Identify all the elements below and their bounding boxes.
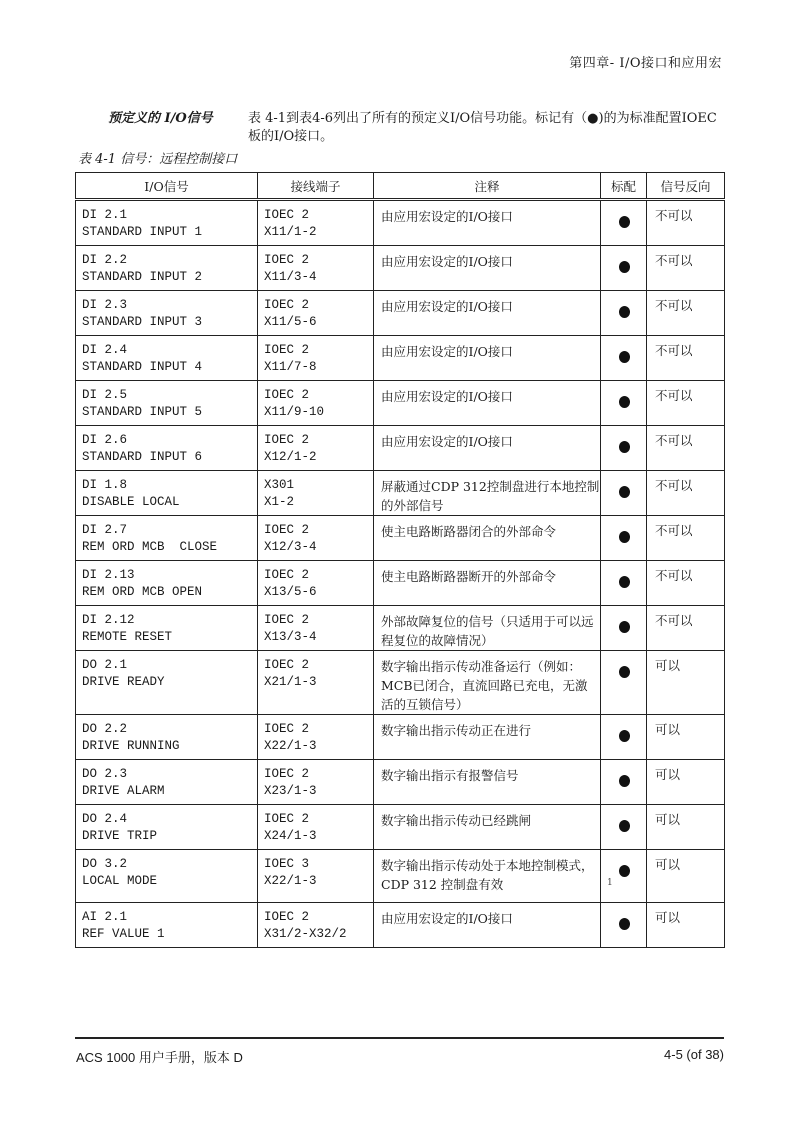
board-name: X301	[264, 478, 295, 492]
table-row	[76, 561, 725, 606]
cell-invertible	[647, 606, 725, 651]
cell-note	[374, 336, 601, 381]
table-row	[76, 606, 725, 651]
invertible-text: 可以	[655, 857, 681, 872]
invertible-text: 不可以	[655, 343, 693, 358]
table-row	[76, 381, 725, 426]
cell-invertible	[647, 903, 725, 948]
cell-standard	[601, 715, 647, 760]
terminal-id: X1-2	[264, 495, 295, 509]
table-row	[76, 805, 725, 850]
cell-signal	[76, 381, 258, 426]
cell-invertible	[647, 805, 725, 850]
cell-note	[374, 715, 601, 760]
standard-bullet-icon	[619, 351, 630, 363]
cell-signal	[76, 291, 258, 336]
table-row	[76, 516, 725, 561]
cell-invertible	[647, 200, 725, 246]
signal-name: STANDARD INPUT 6	[82, 450, 203, 464]
signal-id: DO 3.2	[82, 857, 128, 871]
signal-id: DI 2.7	[82, 523, 128, 537]
table-row	[76, 715, 725, 760]
cell-invertible	[647, 426, 725, 471]
standard-bullet-icon	[619, 621, 630, 633]
standard-bullet-icon	[619, 396, 630, 408]
standard-bullet-icon	[619, 775, 630, 787]
invertible-text: 不可以	[655, 523, 693, 538]
cell-standard	[601, 606, 647, 651]
cell-terminal	[258, 805, 374, 850]
note-text: 数字输出指示传动准备运行（例如：MCB已闭合，直流回路已充电，无激活的互锁信号）	[381, 659, 588, 712]
signal-name: DRIVE RUNNING	[82, 739, 180, 753]
cell-signal	[76, 516, 258, 561]
cell-note	[374, 805, 601, 850]
board-name: IOEC 3	[264, 857, 310, 871]
invertible-text: 不可以	[655, 478, 693, 493]
standard-bullet-icon	[619, 918, 630, 930]
intro-lead: 预定义的 I/O信号	[108, 111, 213, 126]
cell-note	[374, 516, 601, 561]
note-text: 由应用宏设定的I/O接口	[381, 299, 513, 314]
io-signal-table	[75, 172, 725, 948]
cell-note	[374, 606, 601, 651]
table-row	[76, 850, 725, 903]
signal-id: DI 2.5	[82, 388, 128, 402]
standard-bullet-icon	[619, 306, 630, 318]
terminal-id: X23/1-3	[264, 784, 317, 798]
table-row	[76, 651, 725, 715]
cell-signal	[76, 760, 258, 805]
signal-id: DO 2.3	[82, 767, 128, 781]
signal-id: DI 1.8	[82, 478, 128, 492]
column-header-signal: I/O信号	[76, 173, 258, 200]
standard-bullet-icon	[619, 666, 630, 678]
signal-name: REM ORD MCB CLOSE	[82, 540, 218, 554]
standard-bullet-icon	[619, 441, 630, 453]
cell-invertible	[647, 850, 725, 903]
signal-id: DI 2.12	[82, 613, 135, 627]
cell-terminal	[258, 381, 374, 426]
invertible-text: 可以	[655, 658, 681, 673]
signal-name: DISABLE LOCAL	[82, 495, 180, 509]
cell-signal	[76, 200, 258, 246]
standard-bullet-icon	[619, 216, 630, 228]
cell-note	[374, 651, 601, 715]
terminal-id: X24/1-3	[264, 829, 317, 843]
chapter-header: 第四章- I/O接口和应用宏	[569, 56, 722, 71]
cell-invertible	[647, 516, 725, 561]
cell-invertible	[647, 561, 725, 606]
terminal-id: X12/1-2	[264, 450, 317, 464]
board-name: IOEC 2	[264, 388, 310, 402]
note-text: 由应用宏设定的I/O接口	[381, 434, 513, 449]
table-row	[76, 903, 725, 948]
table-body	[76, 200, 725, 948]
note-text: 由应用宏设定的I/O接口	[381, 209, 513, 224]
cell-note	[374, 381, 601, 426]
cell-standard	[601, 381, 647, 426]
table-row	[76, 336, 725, 381]
cell-standard	[601, 291, 647, 336]
signal-id: DI 2.4	[82, 343, 128, 357]
intro-section	[108, 110, 728, 146]
signal-name: LOCAL MODE	[82, 874, 158, 888]
table-row	[76, 471, 725, 516]
invertible-text: 不可以	[655, 433, 693, 448]
invertible-text: 可以	[655, 722, 681, 737]
cell-invertible	[647, 715, 725, 760]
signal-id: DI 2.6	[82, 433, 128, 447]
terminal-id: X12/3-4	[264, 540, 317, 554]
cell-standard	[601, 200, 647, 246]
board-name: IOEC 2	[264, 343, 310, 357]
signal-name: DRIVE READY	[82, 675, 165, 689]
cell-terminal	[258, 850, 374, 903]
footer-divider	[75, 1037, 724, 1039]
cell-signal	[76, 606, 258, 651]
signal-name: STANDARD INPUT 1	[82, 225, 203, 239]
signal-id: DI 2.2	[82, 253, 128, 267]
cell-note	[374, 291, 601, 336]
cell-signal	[76, 651, 258, 715]
terminal-id: X11/7-8	[264, 360, 317, 374]
standard-bullet-icon	[619, 486, 630, 498]
cell-invertible	[647, 471, 725, 516]
board-name: IOEC 2	[264, 298, 310, 312]
cell-standard	[601, 516, 647, 561]
board-name: IOEC 2	[264, 812, 310, 826]
board-name: IOEC 2	[264, 910, 310, 924]
invertible-text: 不可以	[655, 298, 693, 313]
cell-note	[374, 561, 601, 606]
cell-standard	[601, 561, 647, 606]
terminal-id: X22/1-3	[264, 874, 317, 888]
cell-standard	[601, 246, 647, 291]
cell-signal	[76, 471, 258, 516]
note-text: 数字输出指示传动已经跳闸	[381, 813, 532, 828]
terminal-id: X31/2-X32/2	[264, 927, 347, 941]
signal-id: DO 2.2	[82, 722, 128, 736]
signal-id: DI 2.1	[82, 208, 128, 222]
cell-standard	[601, 471, 647, 516]
standard-bullet-icon	[619, 531, 630, 543]
cell-terminal	[258, 606, 374, 651]
terminal-id: X11/9-10	[264, 405, 325, 419]
table-row	[76, 760, 725, 805]
invertible-text: 不可以	[655, 568, 693, 583]
cell-signal	[76, 246, 258, 291]
signal-name: STANDARD INPUT 3	[82, 315, 203, 329]
cell-signal	[76, 715, 258, 760]
cell-signal	[76, 426, 258, 471]
note-text: 数字输出指示传动正在进行	[381, 723, 532, 738]
cell-invertible	[647, 651, 725, 715]
signal-name: DRIVE TRIP	[82, 829, 158, 843]
cell-note	[374, 426, 601, 471]
board-name: IOEC 2	[264, 523, 310, 537]
column-header-invertible: 信号反向	[647, 173, 725, 200]
terminal-id: X21/1-3	[264, 675, 317, 689]
board-name: IOEC 2	[264, 767, 310, 781]
terminal-id: X11/1-2	[264, 225, 317, 239]
footer-manual-title: ACS 1000 用户手册，版本 D	[76, 1050, 243, 1065]
cell-terminal	[258, 903, 374, 948]
cell-signal	[76, 805, 258, 850]
footnote-marker: 1	[607, 878, 613, 888]
cell-invertible	[647, 336, 725, 381]
cell-terminal	[258, 760, 374, 805]
invertible-text: 可以	[655, 812, 681, 827]
signal-name: STANDARD INPUT 4	[82, 360, 203, 374]
note-text: 使主电路断路器闭合的外部命令	[381, 524, 557, 539]
table-caption: 表 4-1 信号：远程控制接口	[78, 152, 238, 167]
terminal-id: X13/3-4	[264, 630, 317, 644]
cell-terminal	[258, 291, 374, 336]
cell-signal	[76, 903, 258, 948]
cell-standard	[601, 850, 647, 903]
note-text: 由应用宏设定的I/O接口	[381, 344, 513, 359]
note-text: 由应用宏设定的I/O接口	[381, 254, 513, 269]
cell-note	[374, 246, 601, 291]
note-text: 屏蔽通过CDP 312控制盘进行本地控制的外部信号	[381, 479, 600, 513]
invertible-text: 不可以	[655, 388, 693, 403]
cell-terminal	[258, 516, 374, 561]
cell-standard	[601, 651, 647, 715]
board-name: IOEC 2	[264, 568, 310, 582]
table-row	[76, 246, 725, 291]
board-name: IOEC 2	[264, 613, 310, 627]
table-row	[76, 291, 725, 336]
invertible-text: 可以	[655, 767, 681, 782]
cell-terminal	[258, 651, 374, 715]
table-row	[76, 200, 725, 246]
board-name: IOEC 2	[264, 433, 310, 447]
note-text: 数字输出指示有报警信号	[381, 768, 519, 783]
invertible-text: 不可以	[655, 253, 693, 268]
terminal-id: X11/3-4	[264, 270, 317, 284]
cell-terminal	[258, 471, 374, 516]
note-text: 由应用宏设定的I/O接口	[381, 911, 513, 926]
signal-id: AI 2.1	[82, 910, 128, 924]
standard-bullet-icon	[619, 730, 630, 742]
cell-terminal	[258, 336, 374, 381]
cell-standard	[601, 760, 647, 805]
standard-bullet-icon	[619, 576, 630, 588]
note-text: 使主电路断路器断开的外部命令	[381, 569, 557, 584]
signal-name: STANDARD INPUT 2	[82, 270, 203, 284]
board-name: IOEC 2	[264, 722, 310, 736]
cell-signal	[76, 850, 258, 903]
footer-page-number: 4-5 (of 38)	[664, 1047, 724, 1062]
note-text: 外部故障复位的信号（只适用于可以远程复位的故障情况）	[381, 614, 594, 648]
note-text: 数字输出指示传动处于本地控制模式，CDP 312 控制盘有效	[381, 858, 594, 892]
cell-terminal	[258, 426, 374, 471]
note-text: 由应用宏设定的I/O接口	[381, 389, 513, 404]
cell-note	[374, 850, 601, 903]
cell-note	[374, 903, 601, 948]
cell-terminal	[258, 715, 374, 760]
signal-name: DRIVE ALARM	[82, 784, 165, 798]
signal-id: DO 2.4	[82, 812, 128, 826]
cell-invertible	[647, 381, 725, 426]
cell-invertible	[647, 760, 725, 805]
signal-id: DI 2.3	[82, 298, 128, 312]
invertible-text: 不可以	[655, 208, 693, 223]
signal-name: REM ORD MCB OPEN	[82, 585, 203, 599]
signal-name: STANDARD INPUT 5	[82, 405, 203, 419]
cell-signal	[76, 336, 258, 381]
cell-note	[374, 760, 601, 805]
signal-id: DI 2.13	[82, 568, 135, 582]
invertible-text: 可以	[655, 910, 681, 925]
cell-standard	[601, 336, 647, 381]
board-name: IOEC 2	[264, 253, 310, 267]
cell-invertible	[647, 291, 725, 336]
invertible-text: 不可以	[655, 613, 693, 628]
signal-name: REF VALUE 1	[82, 927, 165, 941]
board-name: IOEC 2	[264, 658, 310, 672]
cell-terminal	[258, 246, 374, 291]
signal-name: REMOTE RESET	[82, 630, 173, 644]
terminal-id: X11/5-6	[264, 315, 317, 329]
cell-terminal	[258, 561, 374, 606]
table-row	[76, 426, 725, 471]
intro-body: 表 4-1到表4-6列出了所有的预定义I/O信号功能。标记有（●)的为标准配置IOEC板的I/O接口。	[248, 111, 717, 144]
column-header-terminal: 接线端子	[258, 173, 374, 200]
signal-id: DO 2.1	[82, 658, 128, 672]
terminal-id: X13/5-6	[264, 585, 317, 599]
cell-note	[374, 471, 601, 516]
standard-bullet-icon	[619, 865, 630, 877]
cell-invertible	[647, 246, 725, 291]
terminal-id: X22/1-3	[264, 739, 317, 753]
cell-signal	[76, 561, 258, 606]
board-name: IOEC 2	[264, 208, 310, 222]
cell-standard	[601, 805, 647, 850]
cell-terminal	[258, 200, 374, 246]
table-header-row	[76, 173, 725, 200]
standard-bullet-icon	[619, 820, 630, 832]
cell-note	[374, 200, 601, 246]
column-header-note: 注释	[374, 173, 601, 200]
cell-standard	[601, 903, 647, 948]
cell-standard	[601, 426, 647, 471]
column-header-standard: 标配	[601, 173, 647, 200]
standard-bullet-icon	[619, 261, 630, 273]
